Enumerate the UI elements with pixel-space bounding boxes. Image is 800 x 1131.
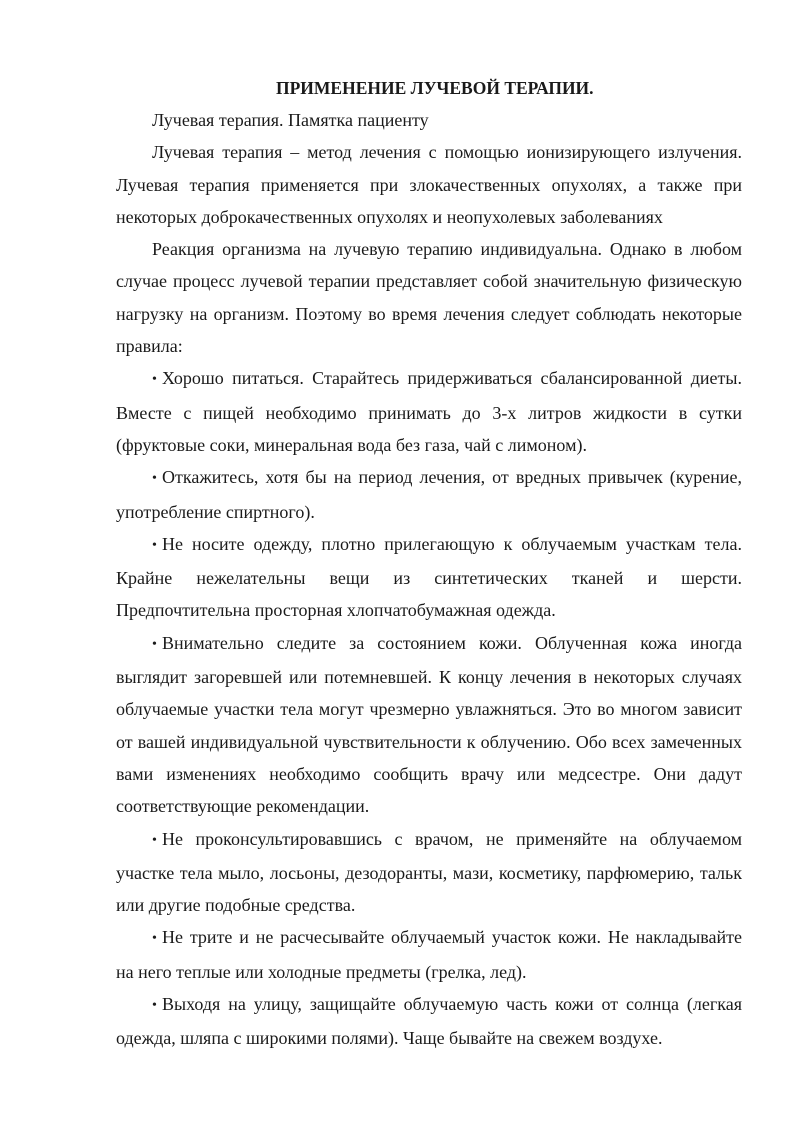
bullet-icon: • [152,636,157,652]
bullet-icon: • [152,372,157,388]
bullet-icon: • [152,931,157,947]
bullet-text: Откажитесь, хотя бы на период лечения, от вредных привычек (курение, употребление спиртного). [116,467,742,522]
bullet-icon: • [152,998,157,1014]
bullet-item-clothing [116,528,742,627]
bullet-item-skin [116,627,742,823]
bullet-text: Не носите одежду, плотно прилегающую к облучаемым участкам тела. Крайне нежелательны вещи из синтетических тканей и шерсти. Предпочтительна просторная хлопчатобумажная одежда. [116,533,742,621]
bullet-item-nutrition [116,362,742,461]
intro-paragraph: Лучевая терапия – метод лечения с помощью ионизирующего излучения. Лучевая терапия применяется при злокачественных опухолях, а также при некоторых доброкачественных опухолях и неопухолевых заболеваниях [116,142,742,227]
document-body [116,72,742,1055]
bullet-text: Выходя на улицу, защищайте облучаемую часть кожи от солнца (легкая одежда, шляпа с широкими полями). Чаще бывайте на свежем воздухе. [116,994,742,1049]
bullet-icon: • [152,537,157,553]
bullet-text: Хорошо питаться. Старайтесь придерживаться сбалансированной диеты. Вместе с пищей необходимо принимать до 3-х литров жидкости в сутки (фруктовые соки, минеральная вода без газа, чай с лимоном). [116,368,742,455]
bullet-icon: • [152,832,157,848]
bullet-text: Внимательно следите за состоянием кожи. Облученная кожа иногда выглядит загоревшей или потемневшей. К концу лечения в некоторых случаях облучаемые участки тела могут чрезмерно увлажняться. Это во многом зависит от вашей индивидуальной чувствительности к облучению. Обо всех замеченных вами изменениях необходимо сообщить врачу или медсестре. Они дадут соответствующие рекомендации. [116,632,742,817]
bullet-item-rubbing [116,921,742,988]
bullet-icon: • [152,471,157,487]
document-title: ПРИМЕНЕНИЕ ЛУЧЕВОЙ ТЕРАПИИ. [276,78,594,98]
bullet-item-habits [116,461,742,528]
bullet-text: Не трите и не расчесывайте облучаемый участок кожи. Не накладывайте на него теплые или холодные предметы (грелка, лед). [116,927,742,982]
bullet-text: Не проконсультировавшись с врачом, не применяйте на облучаемом участке тела мыло, лосьоны, дезодоранты, мази, косметику, парфюмерию, тальк или другие подобные средства. [116,828,742,916]
document-subtitle: Лучевая терапия. Памятка пациенту [152,110,429,130]
bullet-item-sun [116,988,742,1055]
rules-intro-paragraph: Реакция организма на лучевую терапию индивидуальна. Однако в любом случае процесс лучевой терапии представляет собой значительную физическую нагрузку на организм. Поэтому во время лечения следует соблюдать некоторые правила: [116,239,742,357]
bullet-item-cosmetics [116,823,742,922]
